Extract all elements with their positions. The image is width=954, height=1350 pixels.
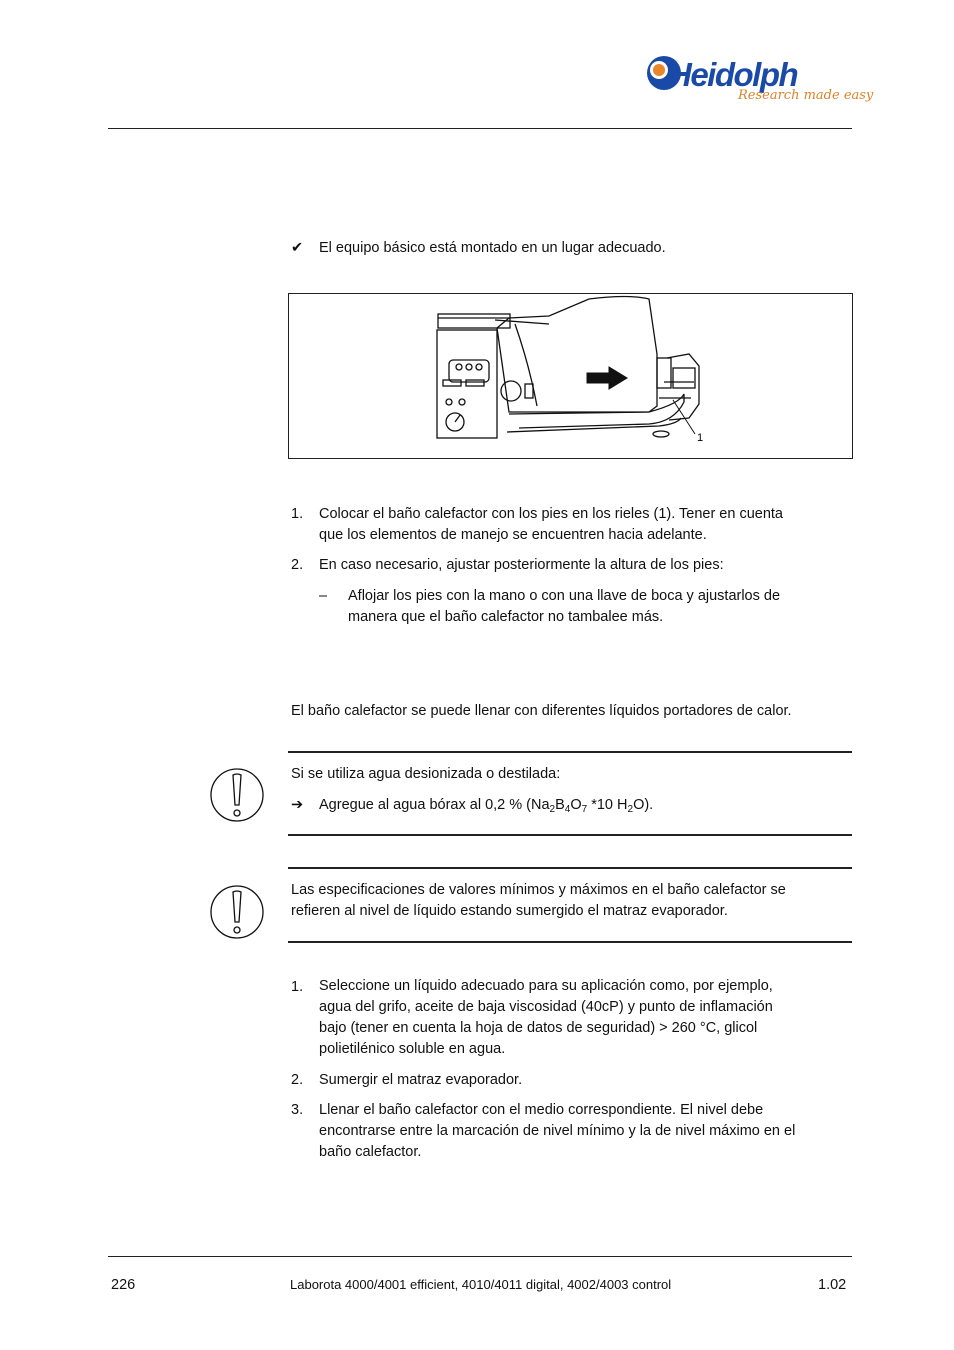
logo-tagline: Research made easy (738, 88, 874, 103)
step-b2-text: Sumergir el matraz evaporador. (319, 1072, 523, 1088)
arrow-bullet-icon: ➔ (291, 797, 304, 813)
step-b2-number: 2. (291, 1072, 304, 1088)
note1-bottom-rule (288, 834, 852, 836)
header-rule (108, 128, 852, 129)
dash-bullet: – (319, 588, 328, 604)
heating-bath-illustration (289, 294, 852, 458)
footer-version: 1.02 (818, 1277, 847, 1293)
note1-action: Agregue al agua bórax al 0,2 % ($Na_2B_4O_7$ *10 $H_2O$). (319, 797, 654, 815)
check-icon: ✔ (291, 240, 304, 256)
step-a1-number: 1. (291, 506, 304, 522)
note2-text: Las especificaciones de valores mínimos y máximos en el baño calefactor se refieren al nivel de líquido estando sumergido el matraz evaporador. (291, 882, 786, 919)
note1-text: Si se utiliza agua desionizada o destilada: (291, 766, 561, 782)
figure-callout-label: 1 (697, 432, 704, 444)
note2-bottom-rule (288, 941, 852, 943)
figure-box (288, 293, 853, 459)
intro-paragraph: El baño calefactor se puede llenar con diferentes líquidos portadores de calor. (291, 703, 792, 719)
footer-rule (108, 1256, 852, 1257)
step-b3-number: 3. (291, 1102, 304, 1118)
note1-top-rule (288, 751, 852, 753)
footer-title: Laborota 4000/4001 efficient, 4010/4011 digital, 4002/4003 control (290, 1277, 672, 1292)
step-b1-number: 1. (291, 979, 304, 995)
step-b1-text: Seleccione un líquido adecuado para su aplicación como, por ejemplo, agua del grifo, aceite de baja viscosidad (40cP) y punto de inflamación bajo (tener en cuenta la hoja de datos de seguridad) > 260 °C, glicol polietilénico soluble en agua. (319, 978, 773, 1057)
warning-exclamation-icon (209, 767, 267, 825)
dash-item-text: Aflojar los pies con la mano o con una llave de boca y ajustarlos de manera que el baño calefactor no tambalee más. (348, 588, 781, 625)
precondition-text: El equipo básico está montado en un lugar adecuado. (319, 240, 666, 256)
step-a2-number: 2. (291, 557, 304, 573)
step-b3-text: Llenar el baño calefactor con el medio correspondiente. El nivel debe encontrarse entre la marcación de nivel mínimo y la de nivel máximo en el baño calefactor. (319, 1102, 796, 1160)
warning-exclamation-icon (209, 884, 267, 942)
step-a2-text: En caso necesario, ajustar posteriormente la altura de los pies: (319, 557, 724, 573)
step-a1-text: Colocar el baño calefactor con los pies en los rieles (1). Tener en cuenta que los elementos de manejo se encuentren hacia adelante. (319, 506, 783, 543)
logo-text: Heidolph (668, 56, 798, 93)
page-number: 226 (111, 1277, 136, 1293)
note2-top-rule (288, 867, 852, 869)
